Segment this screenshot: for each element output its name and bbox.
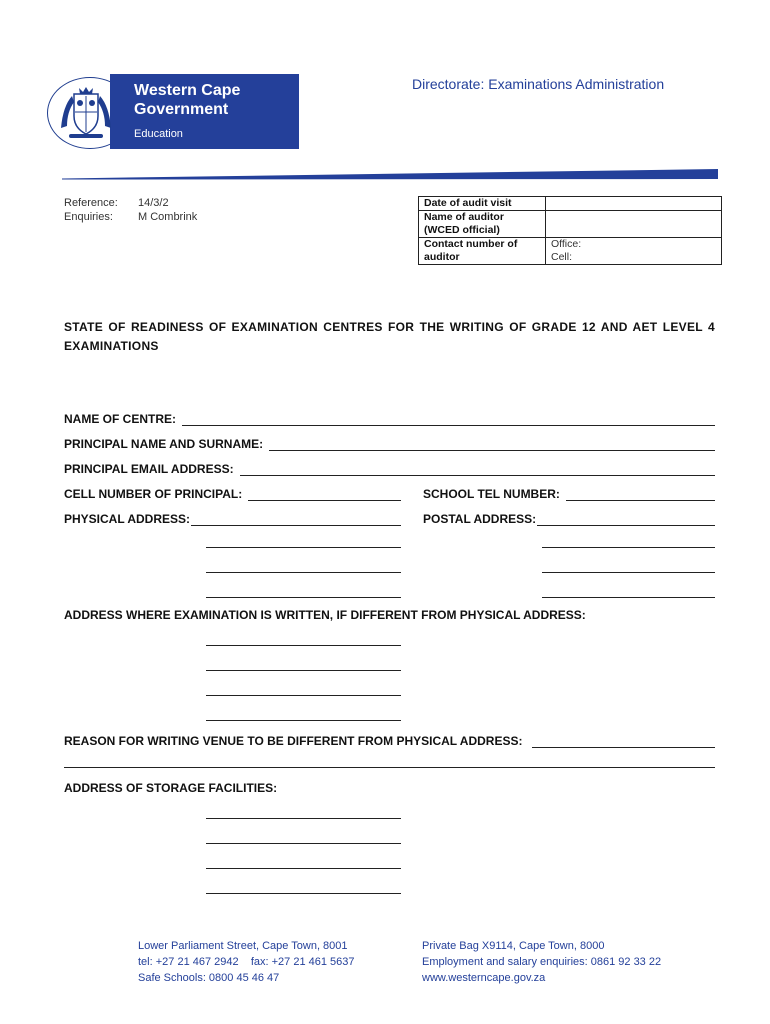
school-tel-label: SCHOOL TEL NUMBER: <box>423 487 560 501</box>
physical-address-label: PHYSICAL ADDRESS: <box>64 512 191 526</box>
cell-number-label: CELL NUMBER OF PRINCIPAL: <box>64 487 243 501</box>
postal-address-line[interactable] <box>542 572 715 573</box>
exam-address-label: ADDRESS WHERE EXAMINATION IS WRITTEN, IF DIFFERENT FROM PHYSICAL ADDRESS: <box>64 608 586 622</box>
auditor-name-label: Name of auditor (WCED official) <box>419 211 546 238</box>
postal-address-field[interactable] <box>537 513 715 526</box>
physical-address-line[interactable] <box>206 597 401 598</box>
storage-address-line[interactable] <box>206 868 401 869</box>
audit-date-label: Date of audit visit <box>419 197 546 211</box>
footer-website-link[interactable]: www.westerncape.gov.za <box>422 972 546 984</box>
table-row <box>419 211 722 238</box>
audit-date-field[interactable] <box>546 197 722 211</box>
footer-phone-fax: tel: +27 21 467 2942 fax: +27 21 461 5637 <box>138 956 355 968</box>
school-tel-row <box>423 485 715 501</box>
audit-details-table <box>418 196 722 265</box>
exam-address-line[interactable] <box>206 720 401 721</box>
principal-name-row <box>64 435 715 451</box>
logo-subtitle: Education <box>134 128 183 140</box>
physical-address-line[interactable] <box>206 547 401 548</box>
school-tel-field[interactable] <box>566 488 715 501</box>
exam-address-line[interactable] <box>206 645 401 646</box>
exam-address-line[interactable] <box>206 695 401 696</box>
cell-number-row <box>64 485 401 501</box>
reason-label: REASON FOR WRITING VENUE TO BE DIFFERENT FROM PHYSICAL ADDRESS: <box>64 734 523 748</box>
storage-address-line[interactable] <box>206 818 401 819</box>
directorate-title: Directorate: Examinations Administration <box>412 76 665 92</box>
cell-label: Cell: <box>551 251 573 263</box>
principal-name-label: PRINCIPAL NAME AND SURNAME: <box>64 437 264 451</box>
logo-banner <box>110 74 299 149</box>
enquiries-label: Enquiries: <box>64 211 113 223</box>
reason-line[interactable] <box>64 767 715 768</box>
enquiries-value: M Combrink <box>138 211 198 223</box>
postal-address-row <box>423 510 715 526</box>
principal-name-field[interactable] <box>269 438 715 451</box>
logo-title-line2: Government <box>134 101 229 118</box>
office-label: Office: <box>551 238 582 250</box>
footer-address: Lower Parliament Street, Cape Town, 8001 <box>138 940 348 952</box>
reference-label: Reference: <box>64 197 118 209</box>
physical-address-field[interactable] <box>191 513 401 526</box>
principal-email-row <box>64 460 715 476</box>
table-row <box>419 197 722 211</box>
physical-address-row <box>64 510 401 526</box>
footer-employment: Employment and salary enquiries: 0861 92 33 22 <box>422 956 662 968</box>
logo-title-line1: Western Cape <box>134 82 241 99</box>
reference-block <box>64 196 197 224</box>
footer-postal: Private Bag X9114, Cape Town, 8000 <box>422 940 605 952</box>
principal-email-field[interactable] <box>240 463 715 476</box>
coat-of-arms-icon <box>57 84 115 140</box>
postal-address-label: POSTAL ADDRESS: <box>423 512 537 526</box>
name-of-centre-row <box>64 410 715 426</box>
auditor-contact-field[interactable] <box>546 238 722 265</box>
name-of-centre-label: NAME OF CENTRE: <box>64 412 176 426</box>
postal-address-line[interactable] <box>542 547 715 548</box>
principal-email-label: PRINCIPAL EMAIL ADDRESS: <box>64 462 234 476</box>
footer-left <box>138 938 355 986</box>
cell-number-field[interactable] <box>248 488 401 501</box>
reference-value: 14/3/2 <box>138 197 169 209</box>
page-title: STATE OF READINESS OF EXAMINATION CENTRES FOR THE WRITING OF GRADE 12 AND AET LEVEL 4 EXAMINATIONS <box>64 320 715 353</box>
storage-address-line[interactable] <box>206 843 401 844</box>
footer-right <box>422 938 661 986</box>
storage-address-label: ADDRESS OF STORAGE FACILITIES: <box>64 781 278 795</box>
exam-address-line[interactable] <box>206 670 401 671</box>
reason-row <box>64 732 715 748</box>
auditor-name-field[interactable] <box>546 211 722 238</box>
header-divider <box>62 166 718 180</box>
physical-address-line[interactable] <box>206 572 401 573</box>
postal-address-line[interactable] <box>542 597 715 598</box>
reason-field[interactable] <box>532 735 715 748</box>
footer-safe-schools: Safe Schools: 0800 45 46 47 <box>138 972 280 984</box>
storage-address-line[interactable] <box>206 893 401 894</box>
name-of-centre-field[interactable] <box>182 413 715 426</box>
auditor-contact-label: Contact number of auditor <box>419 238 546 265</box>
table-row <box>419 238 722 265</box>
